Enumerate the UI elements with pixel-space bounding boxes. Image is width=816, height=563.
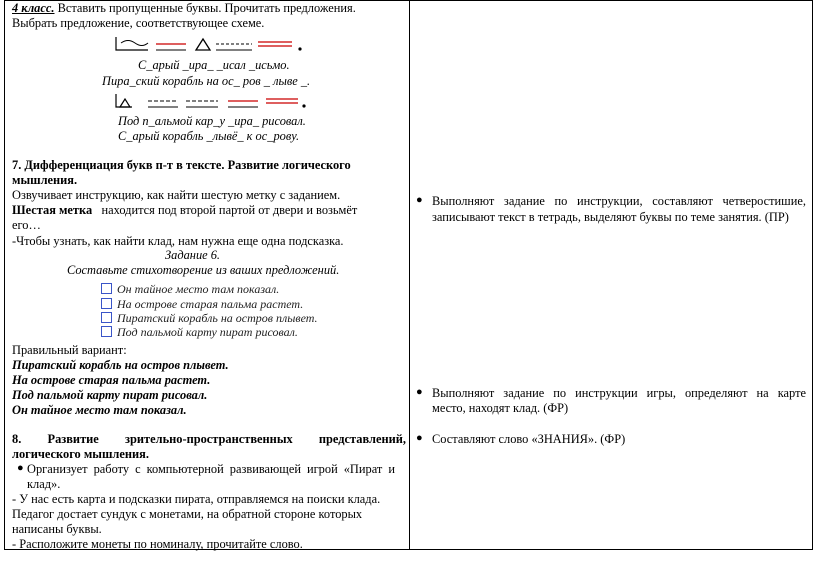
grade-label: 4 класс. [12, 1, 55, 15]
exercise-sentence-3: Под п_альмой кар_у _ира_ рисовал. [118, 114, 306, 128]
checkbox-icon [101, 298, 112, 309]
sixth-mark-text: находится под второй партой от двери и возьмёт [101, 203, 358, 217]
task-6-subtitle: Составьте стихотворение из ваших предложений. [67, 263, 340, 277]
task-instruction-2: Выбрать предложение, соответствующее схеме. [12, 16, 265, 30]
section-7-title-cont: мышления. [12, 173, 78, 187]
section-8-line: - У нас есть карта и подсказки пирата, отправляемся на поиски клада. [12, 492, 381, 506]
bullet-icon: ● [416, 386, 423, 398]
answer-line: Он тайное место там показал. [12, 403, 187, 417]
exercise-sentence-4: С_арый корабль _лывё_ к ос_рову. [118, 129, 300, 143]
answer-line: Под пальмой карту пират рисовал. [12, 388, 208, 402]
right-item-3: Составляют слово «ЗНАНИЯ». (ФР) [432, 432, 626, 446]
right-item-1-cont: записывают текст в тетрадь, выделяют буквы по теме занятия. (ПР) [432, 210, 789, 224]
section-8-line: Педагог достает сундук с монетами, на обратной стороне которых [12, 507, 363, 521]
section-8-bullet-cont: клад». [27, 477, 61, 491]
answer-label: Правильный вариант: [12, 343, 127, 357]
bullet-icon: ● [416, 194, 423, 206]
bullet-icon: ● [17, 462, 24, 474]
section-7-hint: -Чтобы узнать, как найти клад, нам нужна еще одна подсказка. [12, 234, 344, 248]
checklist-item: На острове старая пальма растет. [101, 297, 303, 312]
checklist-item: Под пальмой карту пират рисовал. [101, 325, 298, 340]
section-7-title: 7. Дифференциация букв п-т в тексте. Развитие логического [12, 158, 351, 172]
checkbox-icon [101, 326, 112, 337]
right-item-2: Выполняют задание по инструкции игры, определяют на карте [432, 386, 806, 400]
right-item-1: Выполняют задание по инструкции, составляют четверостишие, [432, 194, 806, 208]
section-8-line: написаны буквы. [12, 522, 102, 536]
answer-line: Пиратский корабль на остров плывет. [12, 358, 229, 372]
section-8-title-cont: логического мышления. [12, 447, 149, 461]
section-7-mark-line [12, 203, 357, 218]
exercise-sentence-1: С_арый _ира_ _исал _исьмо. [138, 58, 290, 72]
task-6-title: Задание 6. [165, 248, 221, 262]
task-instruction-1: Вставить пропущенные буквы. Прочитать предложения. [54, 1, 356, 15]
right-item-2-cont: место, находят клад. (ФР) [432, 401, 569, 415]
bullet-icon: ● [416, 432, 423, 444]
checkbox-icon [101, 312, 112, 323]
sentence-scheme-2 [112, 91, 308, 113]
answer-line: На острове старая пальма растет. [12, 373, 211, 387]
section-7-mark-cont: его… [12, 218, 41, 232]
sixth-mark-label: Шестая метка [12, 203, 93, 217]
right-column-cell [410, 1, 813, 550]
task-header-line [12, 1, 356, 16]
section-8-title: 8. Развитие зрительно-пространственных представлений, [12, 432, 406, 446]
section-8-bullet: Организует работу с компьютерной развивающей игрой «Пират и [27, 462, 395, 476]
section-7-instruction: Озвучивает инструкцию, как найти шестую метку с заданием. [12, 188, 341, 202]
checklist-item: Пиратский корабль на остров плывет. [101, 311, 318, 326]
checkbox-icon [101, 283, 112, 294]
exercise-sentence-2: Пира_ский корабль на ос_ ров _ лыве _. [102, 74, 311, 88]
section-8-line: - Расположите монеты по номиналу, прочитайте слово. [12, 537, 303, 551]
checklist-item: Он тайное место там показал. [101, 282, 279, 297]
sentence-scheme-1 [112, 34, 308, 56]
